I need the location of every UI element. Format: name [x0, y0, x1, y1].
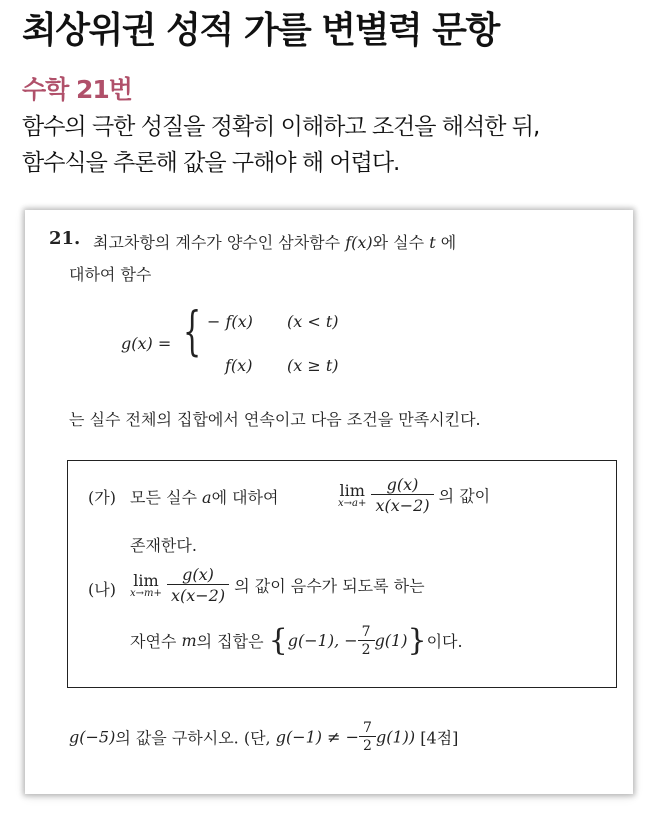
limit-fraction	[371, 475, 433, 515]
condition-g1: g(1))	[375, 727, 416, 747]
subheading: 수학 21번	[22, 75, 132, 104]
lim-word: lim	[133, 571, 159, 590]
intro-text-a: 최고차항의 계수가 양수인 삼차함수	[93, 233, 341, 252]
condition-b-limit	[130, 565, 425, 605]
condition-a-limit	[338, 475, 490, 515]
set-close-brace: }	[407, 623, 427, 658]
problem-intro-line-1	[93, 230, 456, 253]
case-1-expression: − f(x)	[207, 312, 253, 331]
cond-a-text-2: 에 대하여	[211, 488, 279, 507]
frac-den-two: 2	[358, 640, 375, 658]
description-line-1: 함수의 극한 성질을 정확히 이해하고 조건을 해석한 뒤,	[22, 114, 540, 140]
intro-text-c: 에	[440, 233, 457, 252]
g-definition-lhs: g(x) =	[121, 334, 172, 353]
conditions-box	[67, 460, 617, 688]
problem-card	[25, 210, 633, 794]
set-element-1: g(−1), −	[287, 631, 358, 650]
frac-num-seven: 7	[361, 623, 371, 640]
fraction-denominator: x(x−2)	[371, 494, 433, 515]
condition-a-label: (가)	[88, 488, 116, 507]
fx-symbol: f(x)	[345, 233, 373, 252]
fraction-numerator: g(x)	[386, 475, 419, 494]
seven-halves-2	[359, 720, 376, 754]
cond-b-text-1: 자연수	[130, 632, 177, 651]
set-element-2: g(1)	[374, 631, 408, 650]
a-symbol: a	[202, 488, 212, 507]
condition-b-label: (나)	[88, 580, 116, 599]
cond-b-text-2: 의 집합은	[196, 632, 264, 651]
fraction-numerator: g(x)	[182, 565, 214, 584]
case-2-expression: f(x)	[225, 356, 253, 375]
seven-halves	[358, 624, 375, 658]
continuity-statement: 는 실수 전체의 집합에서 연속이고 다음 조건을 만족시킨다.	[69, 410, 481, 429]
lim-subscript: x→m+	[130, 588, 162, 599]
condition-expression: g(−1) ≠ −	[275, 727, 360, 747]
question-line	[69, 720, 458, 754]
headline: 최상위권 성적 가를 변별력 문항	[22, 10, 499, 51]
m-symbol: m	[181, 631, 197, 650]
condition-a-text	[130, 485, 278, 508]
case-2-condition: (x ≥ t)	[287, 356, 339, 375]
t-symbol: t	[429, 233, 436, 252]
g-minus-5: g(−5)	[69, 727, 116, 747]
condition-b-line-2	[130, 623, 463, 658]
lim-subscript: x→a+	[338, 498, 367, 509]
case-1-condition: (x < t)	[287, 312, 339, 331]
limit-fraction	[167, 565, 229, 605]
condition-a-line-2: 존재한다.	[130, 536, 197, 555]
set-open-brace: {	[268, 623, 288, 658]
cond-b-tail: 의 값이 음수가 되도록 하는	[234, 576, 425, 596]
lim-word: lim	[339, 481, 365, 500]
frac-num-seven: 7	[363, 720, 372, 736]
problem-number: 21.	[49, 228, 81, 249]
cond-a-text-1: 모든 실수	[130, 488, 197, 507]
lim-operator	[338, 481, 366, 509]
problem-intro-line-2: 대하여 함수	[69, 265, 152, 284]
cond-b-text-3: 이다.	[426, 632, 463, 651]
fraction-denominator: x(x−2)	[167, 584, 229, 605]
piecewise-brace: {	[183, 302, 202, 362]
points-badge: [4점]	[420, 728, 459, 748]
question-text: 의 값을 구하시오. (단,	[115, 728, 271, 748]
intro-text-b: 와 실수	[372, 233, 425, 252]
cond-a-tail: 의 값이	[438, 486, 491, 506]
frac-den-two: 2	[359, 736, 376, 754]
lim-operator	[130, 571, 162, 599]
description-line-2: 함수식을 추론해 값을 구해야 해 어렵다.	[22, 150, 400, 176]
